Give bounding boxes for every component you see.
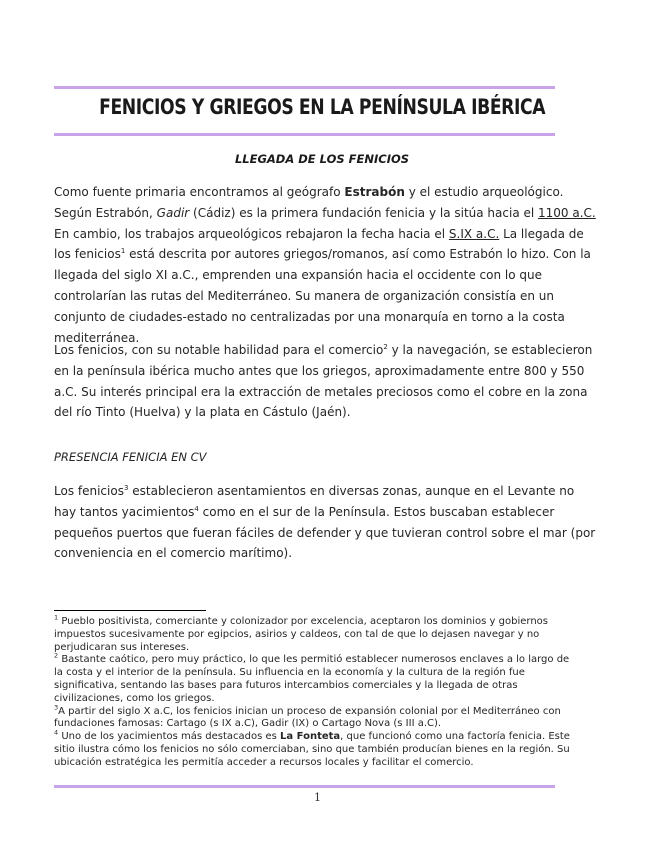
page-number: 1 [314, 791, 321, 804]
footnote-text: Uno de los yacimientos más destacados es [58, 731, 281, 743]
p1-text: Como fuente primaria encontramos al geógrafo [54, 185, 345, 199]
footnote-number: 4 [54, 728, 59, 737]
title-bottom-rule [54, 133, 555, 136]
p1-text: En cambio, los trabajos arqueológicos rebajaron la fecha hacia el [54, 226, 449, 241]
p2-text: y la navegación, se establecieron en la península ibérica mucho antes que los griegos, aproximadamente entre 800 y 550 a.C. Su interés principal era la extracción de metales preciosos como el cobre en la zona del río Tinto (Huelva) y la plata en Cástulo (Jaén). [54, 343, 593, 420]
section-heading: PRESENCIA FENICIA EN CV [54, 450, 207, 464]
p1-underline-century: S.IX a.C. [448, 226, 500, 241]
p1-text: está descrita por autores griegos/romanos, así como Estrabón lo hizo. Con la llegada del siglo XI a.C., emprenden una expansión hacia el occidente con lo que controlarían las rutas del Mediterráneo. Su manera de organización consistía en un conjunto de ciudades-estado no centralizadas por una monarquía en torno a la costa mediterránea. [54, 247, 591, 345]
paragraph-1 [54, 182, 599, 348]
footnotes [54, 613, 574, 770]
paragraph-2 [54, 340, 599, 423]
footnote-text: A partir del siglo X a.C, los fenicios inician un proceso de expansión colonial por el Mediterráneo con fundaciones famosas: Cartago (s IX a.C), Gadir (IX) o Cartago Nova (s III a.C). [54, 705, 561, 730]
p3-text: establecieron asentamientos en diversas zonas, aunque en el Levante no hay tantos yacimientos [54, 484, 575, 519]
p1-bold-strabo: Estrabón [344, 185, 405, 199]
footnote-1 [54, 613, 574, 654]
footnote-ref-4[interactable]: 4 [194, 504, 199, 513]
section-subtitle: LLEGADA DE LOS FENICIOS [234, 152, 410, 166]
p1-italic-gadir: Gadir [156, 205, 190, 220]
footnote-2 [54, 654, 574, 705]
p1-text: y el estudio arqueológico. Según Estrabón, [54, 185, 564, 220]
footnote-3 [54, 703, 574, 732]
footnote-text: , que funcionó como una factoría fenicia. Este sitio ilustra cómo los fenicios no sólo comerciaban, sino que también producían bienes en la región. Su ubicación estratégica les permitía acceder a recursos locales y facilitar el comercio. [54, 731, 570, 768]
footnote-number: 1 [54, 613, 59, 622]
paragraph-3 [54, 481, 599, 564]
p1-text: (Cádiz) es la primera fundación fenicia y la sitúa hacia el [189, 205, 539, 220]
footnote-ref-3[interactable]: 3 [123, 484, 129, 492]
footnote-bold-la-fonteta: La Fonteta [280, 731, 341, 743]
footnote-4 [54, 728, 574, 769]
footnote-text: Pueblo positivista, comerciante y colonizador por excelencia, aceptaron los dominios y gobiernos impuestos sucesivamente por egipcios, asirios y caldeos, con tal de que lo dejasen navegar y no perjudicaran sus intereses. [54, 616, 548, 653]
footnote-number: 3 [54, 703, 59, 712]
p3-text: como en el sur de la Península. Estos buscaban establecer pequeños puertos que fueran fáciles de defender y que tuvieran control sobre el mar (por conveniencia en el comercio marítimo). [54, 504, 596, 561]
title-top-rule [54, 86, 555, 89]
footnote-ref-1[interactable]: 1 [120, 247, 126, 256]
p2-text: Los fenicios, con su notable habilidad para el comercio [54, 343, 384, 357]
footnote-text: Bastante caótico, pero muy práctico, lo que les permitió establecer numerosos enclaves a lo largo de la costa y el interior de la península. Su influencia en la economía y la cultura de la región fue significativa, sentando las bases para futuros intercambios comerciales y la llegada de otras civilizaciones, como los griegos. [54, 654, 570, 704]
p3-text: Los fenicios [54, 484, 124, 498]
footnote-ref-2[interactable]: 2 [383, 343, 388, 351]
footer-rule [54, 785, 555, 788]
footnote-number: 2 [54, 652, 59, 661]
p1-text: La llegada de los fenicios [54, 226, 584, 262]
p1-underline-date: 1100 a.C. [538, 205, 596, 220]
footnote-separator [54, 610, 206, 611]
page-title: FENICIOS Y GRIEGOS EN LA PENÍNSULA IBÉRICA [99, 95, 546, 119]
